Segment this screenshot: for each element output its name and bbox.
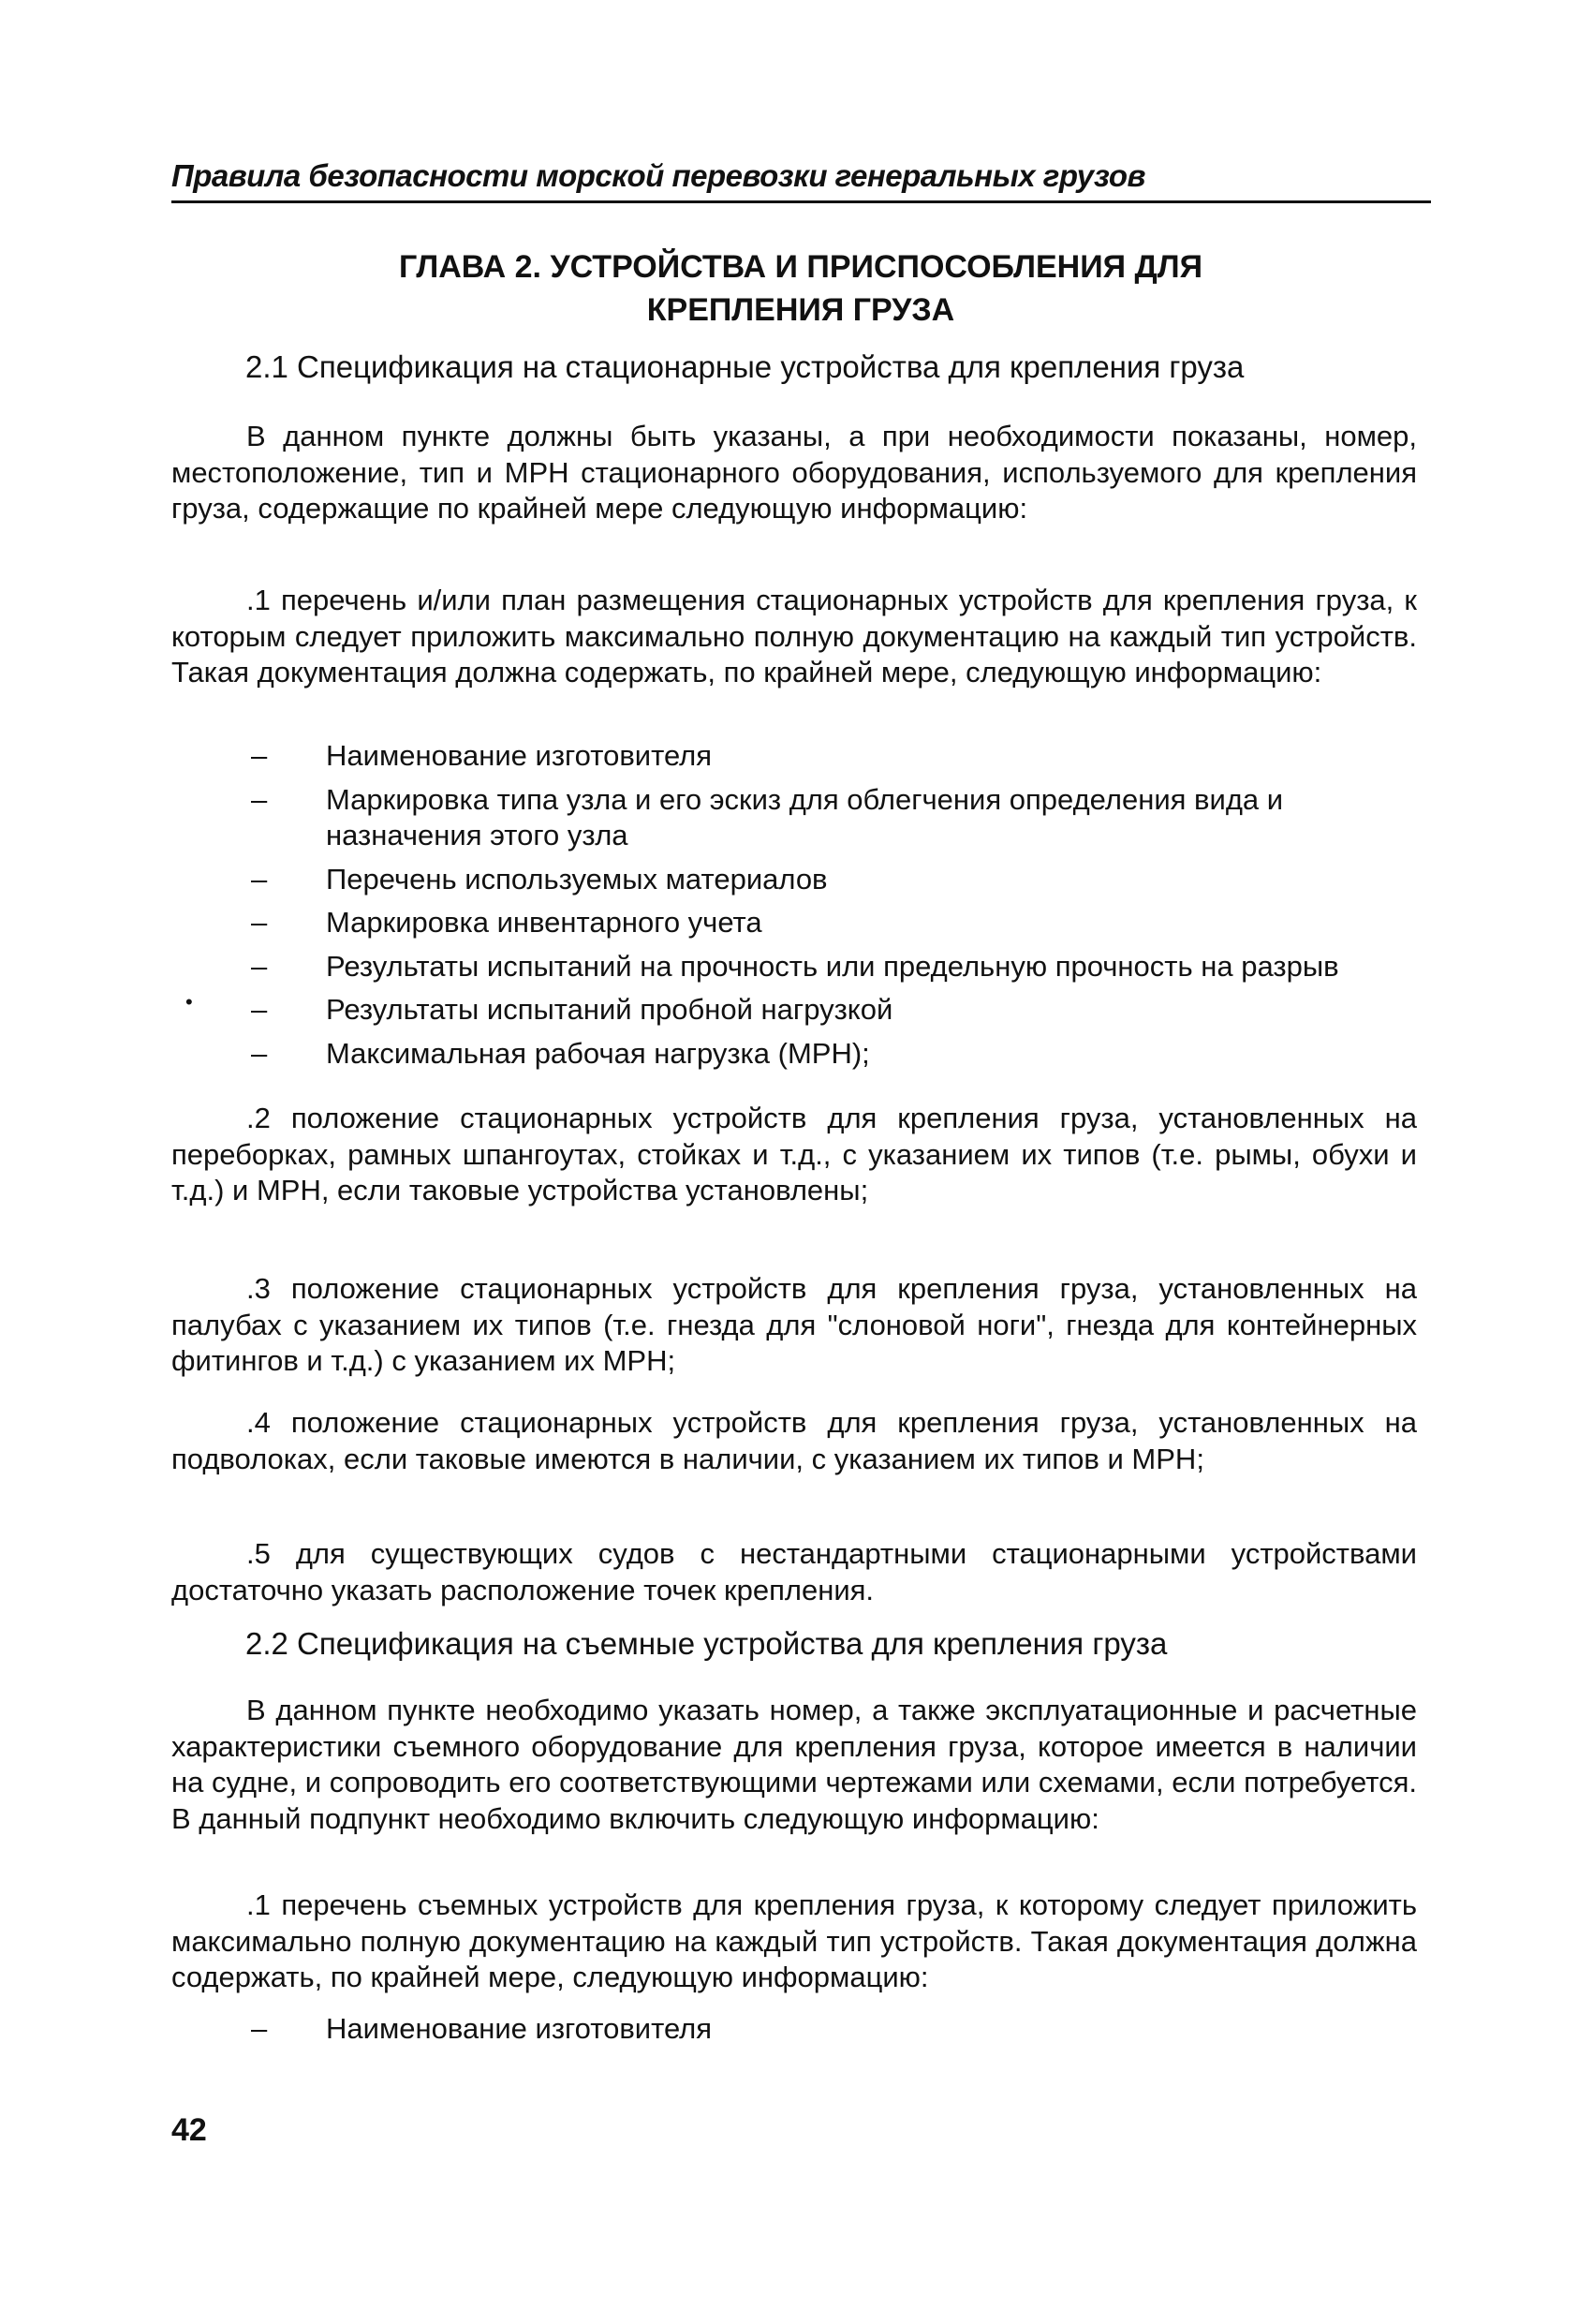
running-header: Правила безопасности морской перевозки генеральных грузов xyxy=(171,158,1145,193)
section-2-2-dash-list xyxy=(171,2011,1417,2055)
list-item-text: Максимальная рабочая нагрузка (МРН); xyxy=(326,1036,870,1070)
chapter-title-line-2: КРЕПЛЕНИЯ ГРУЗА xyxy=(646,292,955,328)
dash-marker: – xyxy=(251,2012,268,2045)
dash-marker: – xyxy=(251,782,268,816)
bullet-dot: • xyxy=(185,989,193,1014)
section-2-1-intro: В данном пункте должны быть указаны, а при необходимости показаны, номер, местоположение, тип и МРН стационарного оборудования, используемого для крепления груза, содержащие по крайней мере следующую информацию: xyxy=(171,420,1417,525)
dash-marker: – xyxy=(251,949,268,983)
section-2-1-item-3: .3 положение стационарных устройств для крепления груза, установленных на палубах с указанием их типов (т.е. гнезда для "слоновой ноги", гнезда для контейнерных фитингов и т.д.) с указанием их МРН; xyxy=(171,1272,1417,1377)
dash-marker: – xyxy=(251,993,268,1026)
list-item xyxy=(171,2011,1417,2048)
section-2-2-item-1: .1 перечень съемных устройств для крепления груза, к которому следует приложить максимально полную документацию на каждый тип устройств. Такая документация должна содержать, по крайней мере, следующую информацию: xyxy=(171,1888,1417,1993)
list-item xyxy=(171,862,1417,898)
list-item xyxy=(171,992,1417,1029)
list-item-text: Результаты испытаний пробной нагрузкой xyxy=(326,993,893,1026)
chapter-title-line-1: ГЛАВА 2. УСТРОЙСТВА И ПРИСПОСОБЛЕНИЯ ДЛЯ xyxy=(398,249,1203,285)
section-2-1-item-4: .4 положение стационарных устройств для крепления груза, установленных на подволоках, если таковые имеются в наличии, с указанием их типов и МРН; xyxy=(171,1406,1417,1475)
dash-marker: – xyxy=(251,1036,268,1070)
section-2-1-item-1: .1 перечень и/или план размещения стационарных устройств для крепления груза, к которым следует приложить максимально полную документацию на каждый тип устройств. Такая документация должна содержать, по крайней мере, следующую информацию: xyxy=(171,584,1417,688)
list-item xyxy=(171,738,1417,775)
list-item-text: Перечень используемых материалов xyxy=(326,862,828,896)
chapter-title xyxy=(281,245,1320,332)
dash-marker: – xyxy=(251,906,268,939)
list-item-text: Результаты испытаний на прочность или предельную прочность на разрыв xyxy=(326,949,1339,983)
list-item-text: Наименование изготовителя xyxy=(326,739,713,772)
section-2-2-intro: В данном пункте необходимо указать номер, а также эксплуатационные и расчетные характеристики съемного оборудование для крепления груза, которое имеется в наличии на судне, и сопроводить его соответствующими чертежами или схемами, если потребуется. В данный подпункт необходимо включить следующую информацию: xyxy=(171,1694,1417,1835)
section-2-1-dash-list xyxy=(171,738,1417,1079)
list-item-text: Маркировка инвентарного учета xyxy=(326,906,762,939)
section-2-2-heading: 2.2 Спецификация на съемные устройства для крепления груза xyxy=(245,1626,1168,1661)
list-item xyxy=(171,1036,1417,1073)
section-2-1-item-2: .2 положение стационарных устройств для крепления груза, установленных на переборках, рамных шпангоутах, стойках и т.д., с указанием их типов (т.е. рымы, обухи и т.д.) и МРН, если таковые устройства установлены; xyxy=(171,1102,1417,1206)
header-rule xyxy=(171,200,1431,203)
section-2-1-heading: 2.1 Спецификация на стационарные устройства для крепления груза xyxy=(245,349,1245,384)
list-item xyxy=(171,782,1417,854)
list-item-text: Наименование изготовителя xyxy=(326,2012,713,2045)
section-2-1-item-5: .5 для существующих судов с нестандартными стационарными устройствами достаточно указать расположение точек крепления. xyxy=(171,1537,1417,1606)
dash-marker: – xyxy=(251,862,268,896)
list-item-text: Маркировка типа узла и его эскиз для облегчения определения вида и назначения этого узла xyxy=(326,782,1284,851)
list-item xyxy=(171,905,1417,941)
page-number: 42 xyxy=(171,2112,207,2148)
dash-marker: – xyxy=(251,739,268,772)
